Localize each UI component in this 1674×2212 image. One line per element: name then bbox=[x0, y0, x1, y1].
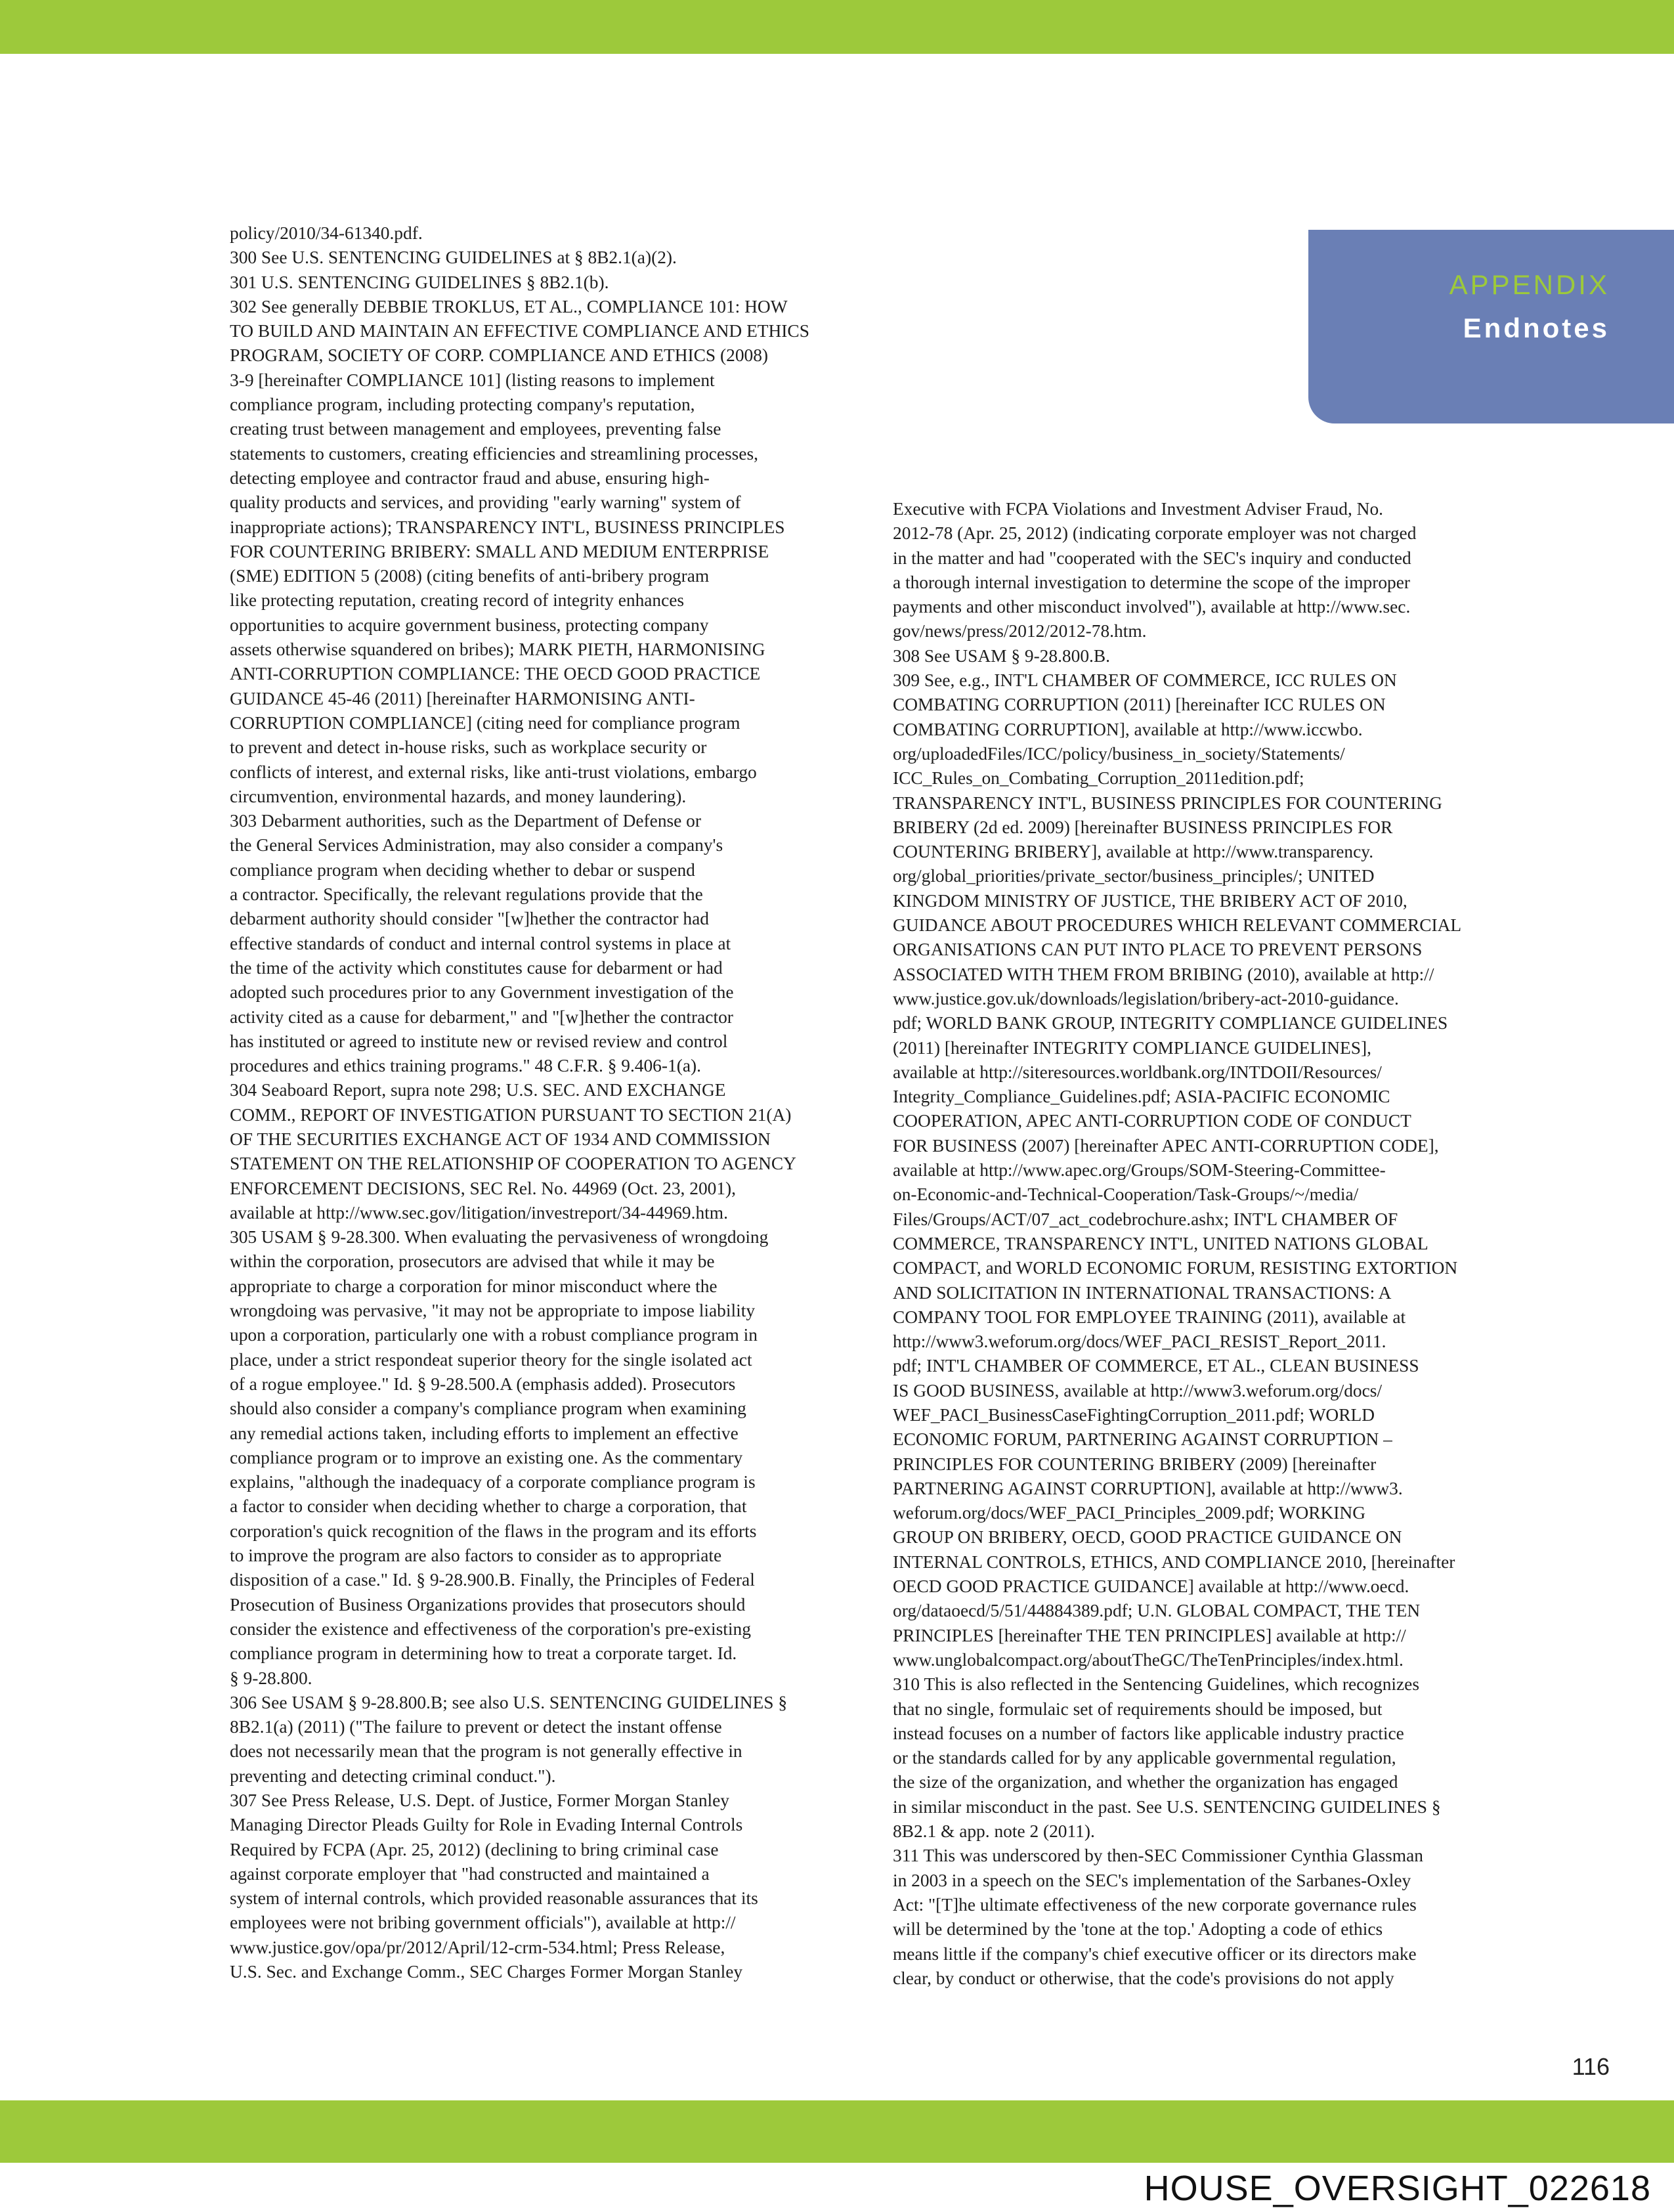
endnote-line: COOPERATION, APEC ANTI-CORRUPTION CODE OF CONDUCT bbox=[893, 1111, 1411, 1131]
endnote-line: 3-9 [hereinafter COMPLIANCE 101] (listing reasons to implement bbox=[230, 370, 715, 390]
page-number: 116 bbox=[1572, 2053, 1610, 2080]
endnote-line: preventing and detecting criminal conduct."). bbox=[230, 1766, 556, 1786]
endnote-line: 300 See U.S. SENTENCING GUIDELINES at § 8B2.1(a)(2). bbox=[230, 248, 677, 268]
endnote-line: 8B2.1 & app. note 2 (2011). bbox=[893, 1821, 1095, 1842]
endnote-line: COMPANY TOOL FOR EMPLOYEE TRAINING (2011), available at bbox=[893, 1307, 1406, 1327]
endnote-line: explains, "although the inadequacy of a corporate compliance program is bbox=[230, 1472, 756, 1492]
endnote-line: gov/news/press/2012/2012-78.htm. bbox=[893, 621, 1147, 641]
endnote-line: www.unglobalcompact.org/aboutTheGC/TheTenPrinciples/index.html. bbox=[893, 1649, 1404, 1670]
endnote-line: compliance program in determining how to treat a corporate target. Id. bbox=[230, 1643, 737, 1664]
endnote-line: IS GOOD BUSINESS, available at http://www3.weforum.org/docs/ bbox=[893, 1380, 1383, 1400]
endnote-line: conflicts of interest, and external risks, like anti-trust violations, embargo bbox=[230, 762, 757, 782]
endnote-line: GUIDANCE ABOUT PROCEDURES WHICH RELEVANT COMMERCIAL bbox=[893, 915, 1462, 936]
endnote-line: payments and other misconduct involved"), available at http://www.sec. bbox=[893, 597, 1411, 617]
endnote-line: of a rogue employee." Id. § 9-28.500.A (emphasis added). Prosecutors bbox=[230, 1374, 736, 1394]
endnote-line: in similar misconduct in the past. See U.S. SENTENCING GUIDELINES § bbox=[893, 1796, 1441, 1817]
endnote-line: FOR COUNTERING BRIBERY: SMALL AND MEDIUM ENTERPRISE bbox=[230, 541, 769, 561]
endnote-line: 8B2.1(a) (2011) ("The failure to prevent or detect the instant offense bbox=[230, 1717, 722, 1737]
endnote-line: GUIDANCE 45-46 (2011) [hereinafter HARMONISING ANTI- bbox=[230, 688, 695, 708]
endnote-line: COMMERCE, TRANSPARENCY INT'L, UNITED NATIONS GLOBAL bbox=[893, 1233, 1428, 1253]
endnote-line: 307 See Press Release, U.S. Dept. of Justice, Former Morgan Stanley bbox=[230, 1790, 729, 1810]
endnote-line: COMBATING CORRUPTION (2011) [hereinafter ICC RULES ON bbox=[893, 695, 1386, 715]
endnote-line: compliance program when deciding whether to debar or suspend bbox=[230, 859, 695, 880]
endnote-line: adopted such procedures prior to any Government investigation of the bbox=[230, 982, 734, 1003]
endnote-line: that no single, formulaic set of requirements should be imposed, but bbox=[893, 1699, 1383, 1719]
endnote-line: consider the existence and effectiveness of the corporation's pre-existing bbox=[230, 1618, 751, 1639]
endnote-line: policy/2010/34-61340.pdf. bbox=[230, 223, 423, 243]
endnote-line: in the matter and had "cooperated with the SEC's inquiry and conducted bbox=[893, 548, 1411, 568]
endnote-line: a thorough internal investigation to determine the scope of the improper bbox=[893, 572, 1411, 592]
endnote-line: the General Services Administration, may also consider a company's bbox=[230, 835, 723, 856]
endnote-line: means little if the company's chief executive officer or its directors make bbox=[893, 1943, 1417, 1964]
endnote-line: org/uploadedFiles/ICC/policy/business_in_society/Statements/ bbox=[893, 743, 1345, 764]
endnote-line: compliance program, including protecting company's reputation, bbox=[230, 395, 695, 415]
endnote-line: clear, by conduct or otherwise, that the code's provisions do not apply bbox=[893, 1968, 1394, 1988]
endnote-line: http://www3.weforum.org/docs/WEF_PACI_RESIST_Report_2011. bbox=[893, 1332, 1386, 1352]
endnote-line: activity cited as a cause for debarment," and "[w]hether the contractor bbox=[230, 1007, 733, 1027]
endnote-line: weforum.org/docs/WEF_PACI_Principles_2009.pdf; WORKING bbox=[893, 1503, 1365, 1523]
subsection-label: Endnotes bbox=[1463, 313, 1610, 343]
endnote-line: instead focuses on a number of factors like applicable industry practice bbox=[893, 1723, 1404, 1743]
endnote-line: GROUP ON BRIBERY, OECD, GOOD PRACTICE GUIDANCE ON bbox=[893, 1527, 1402, 1548]
endnote-line: available at http://www.apec.org/Groups/SOM-Steering-Committee- bbox=[893, 1160, 1386, 1181]
bates-number: HOUSE_OVERSIGHT_022618 bbox=[1144, 2169, 1651, 2208]
endnote-line: 304 Seaboard Report, supra note 298; U.S. SEC. AND EXCHANGE bbox=[230, 1080, 726, 1100]
endnote-line: U.S. Sec. and Exchange Comm., SEC Charges Former Morgan Stanley bbox=[230, 1962, 743, 1982]
endnote-line: any remedial actions taken, including efforts to implement an effective bbox=[230, 1423, 739, 1443]
endnote-line: OF THE SECURITIES EXCHANGE ACT OF 1934 AND COMMISSION bbox=[230, 1129, 771, 1149]
endnote-line: (SME) EDITION 5 (2008) (citing benefits of anti-bribery program bbox=[230, 566, 710, 586]
endnote-line: on-Economic-and-Technical-Cooperation/Task-Groups/~/media/ bbox=[893, 1184, 1359, 1205]
endnote-line: WEF_PACI_BusinessCaseFightingCorruption_2011.pdf; WORLD bbox=[893, 1404, 1375, 1425]
endnote-line: upon a corporation, particularly one with a robust compliance program in bbox=[230, 1325, 758, 1345]
endnote-line: available at http://siteresources.worldbank.org/INTDOII/Resources/ bbox=[893, 1062, 1382, 1082]
endnote-line: KINGDOM MINISTRY OF JUSTICE, THE BRIBERY ACT OF 2010, bbox=[893, 890, 1407, 911]
endnote-line: will be determined by the 'tone at the top.' Adopting a code of ethics bbox=[893, 1919, 1383, 1940]
endnote-line: Prosecution of Business Organizations provides that prosecutors should bbox=[230, 1594, 746, 1615]
endnote-line: effective standards of conduct and internal control systems in place at bbox=[230, 933, 731, 953]
endnote-line: 309 See, e.g., INT'L CHAMBER OF COMMERCE, ICC RULES ON bbox=[893, 670, 1397, 691]
endnote-line: www.justice.gov.uk/downloads/legislation/bribery-act-2010-guidance. bbox=[893, 988, 1399, 1008]
endnote-line: Managing Director Pleads Guilty for Role in Evading Internal Controls bbox=[230, 1815, 743, 1835]
endnote-line: debarment authority should consider "[w]hether the contractor had bbox=[230, 909, 709, 929]
endnote-line: 303 Debarment authorities, such as the Department of Defense or bbox=[230, 811, 702, 831]
endnote-line: PRINCIPLES FOR COUNTERING BRIBERY (2009) [hereinafter bbox=[893, 1454, 1377, 1474]
endnote-line: 310 This is also reflected in the Sentencing Guidelines, which recognizes bbox=[893, 1674, 1419, 1695]
endnote-line: should also consider a company's compliance program when examining bbox=[230, 1399, 746, 1419]
endnote-line: org/global_priorities/private_sector/business_principles/; UNITED bbox=[893, 866, 1375, 886]
endnote-line: PARTNERING AGAINST CORRUPTION], available at http://www3. bbox=[893, 1478, 1403, 1498]
endnote-line: circumvention, environmental hazards, and money laundering). bbox=[230, 786, 687, 806]
endnote-line: procedures and ethics training programs." 48 C.F.R. § 9.406-1(a). bbox=[230, 1056, 701, 1076]
endnote-line: has instituted or agreed to institute new or revised review and control bbox=[230, 1031, 728, 1051]
bottom-color-band bbox=[0, 2100, 1674, 2163]
endnote-line: Integrity_Compliance_Guidelines.pdf; ASIA-PACIFIC ECONOMIC bbox=[893, 1087, 1390, 1107]
endnote-line: 306 See USAM § 9-28.800.B; see also U.S. SENTENCING GUIDELINES § bbox=[230, 1692, 788, 1712]
section-tab bbox=[1308, 230, 1674, 423]
endnote-line: ENFORCEMENT DECISIONS, SEC Rel. No. 44969 (Oct. 23, 2001), bbox=[230, 1178, 737, 1198]
endnote-line: COMPACT, and WORLD ECONOMIC FORUM, RESISTING EXTORTION bbox=[893, 1258, 1458, 1278]
endnote-line: appropriate to charge a corporation for minor misconduct where the bbox=[230, 1276, 718, 1296]
endnote-line: ICC_Rules_on_Combating_Corruption_2011edition.pdf; bbox=[893, 768, 1304, 789]
endnote-line: pdf; WORLD BANK GROUP, INTEGRITY COMPLIANCE GUIDELINES bbox=[893, 1013, 1448, 1033]
endnote-line: ASSOCIATED WITH THEM FROM BRIBING (2010), available at http:// bbox=[893, 964, 1434, 984]
endnote-line: statements to customers, creating efficiencies and streamlining processes, bbox=[230, 443, 758, 464]
endnote-line: CORRUPTION COMPLIANCE] (citing need for compliance program bbox=[230, 712, 740, 733]
endnote-line: creating trust between management and employees, preventing false bbox=[230, 419, 721, 439]
endnote-line: Executive with FCPA Violations and Investment Adviser Fraud, No. bbox=[893, 499, 1383, 519]
endnote-line: PROGRAM, SOCIETY OF CORP. COMPLIANCE AND ETHICS (2008) bbox=[230, 345, 769, 366]
endnote-line: employees were not bribing government officials"), available at http:// bbox=[230, 1913, 736, 1933]
endnote-line: compliance program or to improve an existing one. As the commentary bbox=[230, 1447, 743, 1467]
endnote-line: assets otherwise squandered on bribes); MARK PIETH, HARMONISING bbox=[230, 640, 765, 660]
endnote-line: the time of the activity which constitutes cause for debarment or had bbox=[230, 957, 723, 978]
endnote-line: 311 This was underscored by then-SEC Commissioner Cynthia Glassman bbox=[893, 1846, 1423, 1866]
endnote-line: INTERNAL CONTROLS, ETHICS, AND COMPLIANCE 2010, [hereinafter bbox=[893, 1551, 1455, 1572]
endnote-line: AND SOLICITATION IN INTERNATIONAL TRANSACTIONS: A bbox=[893, 1282, 1392, 1303]
endnote-line: STATEMENT ON THE RELATIONSHIP OF COOPERATION TO AGENCY bbox=[230, 1154, 796, 1174]
endnote-line: § 9-28.800. bbox=[230, 1668, 312, 1688]
endnote-line: within the corporation, prosecutors are advised that while it may be bbox=[230, 1251, 715, 1272]
endnote-line: PRINCIPLES [hereinafter THE TEN PRINCIPLES] available at http:// bbox=[893, 1625, 1406, 1645]
endnote-line: like protecting reputation, creating record of integrity enhances bbox=[230, 590, 685, 611]
endnote-line: 2012-78 (Apr. 25, 2012) (indicating corporate employer was not charged bbox=[893, 523, 1417, 544]
endnote-line: (2011) [hereinafter INTEGRITY COMPLIANCE GUIDELINES], bbox=[893, 1037, 1371, 1058]
endnote-line: the size of the organization, and whether the organization has engaged bbox=[893, 1772, 1398, 1792]
endnote-line: corporation's quick recognition of the flaws in the program and its efforts bbox=[230, 1521, 757, 1541]
endnote-line: OECD GOOD PRACTICE GUIDANCE] available at http://www.oecd. bbox=[893, 1576, 1409, 1597]
endnote-line: COMM., REPORT OF INVESTIGATION PURSUANT TO SECTION 21(A) bbox=[230, 1104, 792, 1125]
endnote-line: detecting employee and contractor fraud and abuse, ensuring high- bbox=[230, 467, 710, 488]
endnote-line: system of internal controls, which provided reasonable assurances that its bbox=[230, 1888, 758, 1909]
section-label: APPENDIX bbox=[1449, 269, 1610, 300]
endnote-line: disposition of a case." Id. § 9-28.900.B. Finally, the Principles of Federal bbox=[230, 1570, 755, 1590]
endnote-line: does not necessarily mean that the program is not generally effective in bbox=[230, 1741, 742, 1762]
endnote-line: ANTI-CORRUPTION COMPLIANCE: THE OECD GOOD PRACTICE bbox=[230, 664, 761, 684]
endnote-line: place, under a strict respondeat superior theory for the single isolated act bbox=[230, 1349, 752, 1370]
endnote-line: org/dataoecd/5/51/44884389.pdf; U.N. GLOBAL COMPACT, THE TEN bbox=[893, 1601, 1421, 1621]
endnote-line: inappropriate actions); TRANSPARENCY INT'L, BUSINESS PRINCIPLES bbox=[230, 517, 785, 537]
endnote-line: to improve the program are also factors to consider as to appropriate bbox=[230, 1546, 722, 1566]
endnote-line: available at http://www.sec.gov/litigation/investreport/34-44969.htm. bbox=[230, 1202, 728, 1223]
endnote-line: 302 See generally DEBBIE TROKLUS, ET AL., COMPLIANCE 101: HOW bbox=[230, 296, 788, 316]
endnote-line: www.justice.gov/opa/pr/2012/April/12-crm-534.html; Press Release, bbox=[230, 1937, 725, 1957]
endnote-line: 305 USAM § 9-28.300. When evaluating the pervasiveness of wrongdoing bbox=[230, 1227, 769, 1247]
endnote-line: FOR BUSINESS (2007) [hereinafter APEC ANTI-CORRUPTION CODE], bbox=[893, 1135, 1439, 1156]
endnote-line: wrongdoing was pervasive, "it may not be appropriate to impose liability bbox=[230, 1301, 756, 1321]
endnote-line: Files/Groups/ACT/07_act_codebrochure.ashx; INT'L CHAMBER OF bbox=[893, 1209, 1398, 1229]
endnote-line: a factor to consider when deciding whether to charge a corporation, that bbox=[230, 1496, 747, 1517]
endnote-line: COUNTERING BRIBERY], available at http://www.transparency. bbox=[893, 842, 1374, 862]
endnote-line: 301 U.S. SENTENCING GUIDELINES § 8B2.1(b). bbox=[230, 272, 609, 292]
endnote-line: or the standards called for by any applicable governmental regulation, bbox=[893, 1748, 1396, 1768]
endnote-line: Required by FCPA (Apr. 25, 2012) (declining to bring criminal case bbox=[230, 1839, 719, 1859]
endnote-line: 308 See USAM § 9-28.800.B. bbox=[893, 645, 1110, 666]
right-endnotes-column bbox=[893, 497, 1487, 1991]
endnote-line: TO BUILD AND MAINTAIN AN EFFECTIVE COMPLIANCE AND ETHICS bbox=[230, 321, 809, 341]
endnote-line: to prevent and detect in-house risks, such as workplace security or bbox=[230, 737, 707, 758]
endnote-line: a contractor. Specifically, the relevant regulations provide that the bbox=[230, 884, 703, 905]
endnote-line: quality products and services, and providing "early warning" system of bbox=[230, 492, 741, 513]
endnote-line: opportunities to acquire government business, protecting company bbox=[230, 615, 709, 635]
endnote-line: TRANSPARENCY INT'L, BUSINESS PRINCIPLES FOR COUNTERING bbox=[893, 792, 1442, 813]
endnote-line: COMBATING CORRUPTION], available at http://www.iccwbo. bbox=[893, 719, 1363, 739]
endnote-line: in 2003 in a speech on the SEC's implementation of the Sarbanes-Oxley bbox=[893, 1870, 1411, 1890]
endnote-line: ECONOMIC FORUM, PARTNERING AGAINST CORRUPTION – bbox=[893, 1429, 1392, 1450]
endnote-line: against corporate employer that "had constructed and maintained a bbox=[230, 1863, 710, 1884]
endnote-line: pdf; INT'L CHAMBER OF COMMERCE, ET AL., CLEAN BUSINESS bbox=[893, 1356, 1419, 1376]
left-endnotes-column bbox=[230, 221, 824, 1984]
endnote-line: BRIBERY (2d ed. 2009) [hereinafter BUSINESS PRINCIPLES FOR bbox=[893, 817, 1393, 837]
top-color-band bbox=[0, 0, 1674, 54]
endnote-line: Act: "[T]he ultimate effectiveness of the new corporate governance rules bbox=[893, 1894, 1417, 1915]
endnote-line: ORGANISATIONS CAN PUT INTO PLACE TO PREVENT PERSONS bbox=[893, 940, 1423, 960]
